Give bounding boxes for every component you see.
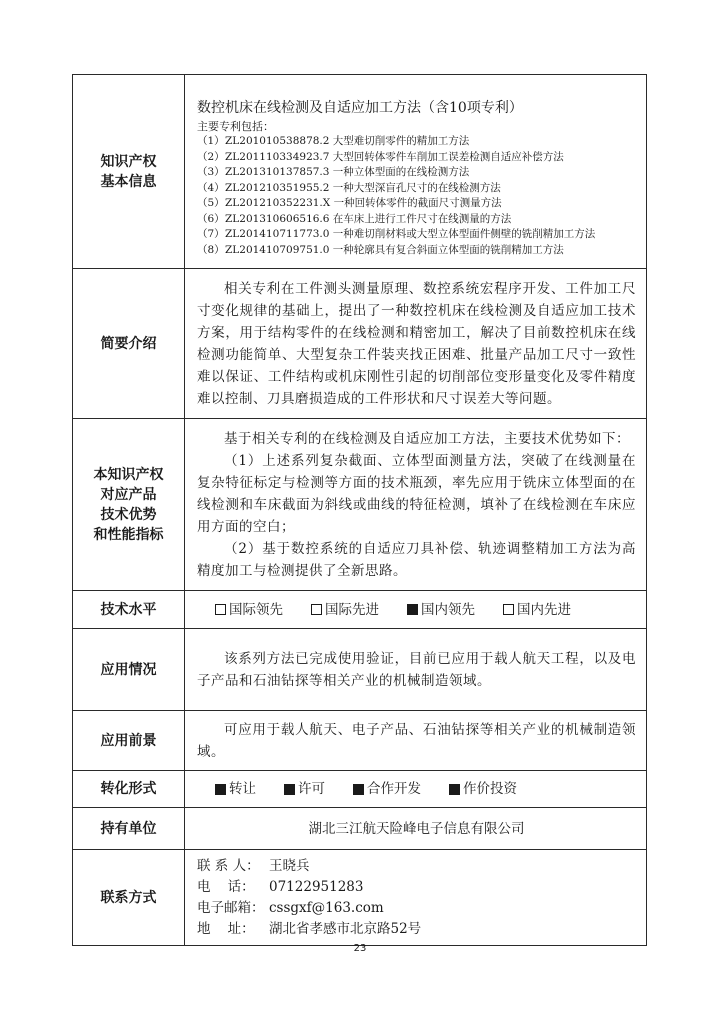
checkbox-option[interactable] [407, 599, 475, 621]
label-holder: 持有单位 [73, 808, 185, 850]
patent-text: ZL201310606516.6 在车床上进行工件尺寸在线测量的方法 [225, 212, 512, 225]
patent-text: ZL201010538878.2 大型难切削零件的精加工方法 [225, 135, 470, 147]
patent-index: （8） [197, 243, 225, 256]
advantage-point-2: （2）基于数控系统的自适应刀具补偿、轨迹调整精加工方法为高精度加工与检测提供了全新思路。 [197, 540, 636, 579]
contact-item [197, 898, 636, 919]
patent-text: ZL201110334923.7 大型回转体零件车削加工误差检测自适应补偿方法 [225, 150, 564, 163]
option-label: 转让 [229, 781, 256, 797]
label-advantage-line3: 技术优势 [100, 506, 157, 523]
contact-value: 07122951283 [269, 878, 364, 895]
row-ip-info [73, 75, 647, 269]
checked-box-icon[interactable] [407, 604, 418, 615]
checkbox-option[interactable] [215, 778, 256, 800]
row-contact [73, 850, 647, 946]
contact-value: 湖北省孝感市北京路52号 [269, 920, 422, 937]
label-advantage [73, 419, 185, 591]
checkbox-option[interactable] [449, 778, 517, 800]
cell-tech-level [185, 591, 647, 629]
ip-subtitle: 主要专利包括： [197, 120, 274, 133]
transfer-options [215, 778, 636, 800]
patent-index: （7） [197, 228, 225, 240]
label-advantage-line1: 本知识产权 [93, 466, 164, 483]
ip-title: 数控机床在线检测及自适应加工方法（含10项专利） [197, 100, 523, 116]
label-prospect: 应用前景 [73, 711, 185, 771]
patent-item [197, 150, 636, 166]
row-prospect [73, 711, 647, 771]
intro-text: 相关专利在工件测头测量原理、数控系统宏程序开发、工件加工尺寸变化规律的基础上，提出了一种数控机床在线检测及自适应加工技术方案，用于结构零件的在线检测和精密加工，解决了目前数控机床在线检测功能简单、大型复杂工件装夹找正困难、批量产品加工尺寸一致性难以保证、工件结构或机床刚性引起的切削部位变形量变化及零件精度难以控制、刀具磨损造成的工件形状和尺寸误差大等问题。 [197, 280, 636, 407]
contact-list [197, 856, 636, 940]
patent-index: （1） [197, 135, 225, 147]
contact-key: 电 话： [197, 878, 255, 895]
patent-item [197, 212, 636, 228]
patent-item [197, 243, 636, 259]
checkbox-option[interactable] [215, 599, 283, 621]
patent-index: （3） [197, 166, 225, 178]
row-tech-level [73, 591, 647, 629]
option-label: 国际领先 [229, 601, 283, 618]
label-ip-info-line1: 知识产权 [100, 153, 157, 170]
contact-item [197, 919, 636, 940]
option-label: 合作开发 [367, 781, 421, 797]
info-form [72, 74, 647, 946]
contact-key: 电子邮箱： [197, 899, 265, 916]
label-ip-info [73, 75, 185, 269]
prospect-text: 可应用于载人航天、电子产品、石油钻探等相关产业的机械制造领域。 [197, 721, 636, 760]
row-application [73, 629, 647, 711]
contact-key: 地 址： [197, 920, 255, 937]
label-advantage-line4: 和性能指标 [93, 526, 164, 543]
label-intro: 简要介绍 [73, 269, 185, 419]
option-label: 国内领先 [421, 601, 475, 618]
checked-box-icon[interactable] [449, 784, 460, 795]
patent-item [197, 196, 636, 212]
checkbox-option[interactable] [503, 599, 571, 621]
contact-item [197, 856, 636, 877]
cell-contact [185, 850, 647, 946]
row-intro [73, 269, 647, 419]
unchecked-box-icon[interactable] [215, 604, 226, 615]
option-label: 作价投资 [463, 781, 517, 797]
checked-box-icon[interactable] [353, 784, 364, 795]
cell-application [185, 629, 647, 711]
patent-item [197, 134, 636, 150]
page-number: 23 [353, 943, 367, 954]
label-advantage-line2: 对应产品 [100, 486, 157, 503]
patent-text: ZL201210352231.X 一种回转体零件的截面尺寸测量方法 [225, 197, 502, 209]
patent-item [197, 181, 636, 197]
label-application: 应用情况 [73, 629, 185, 711]
contact-key: 联 系 人： [197, 857, 260, 874]
label-contact: 联系方式 [73, 850, 185, 946]
checkbox-option[interactable] [311, 599, 379, 621]
patent-list [197, 134, 636, 258]
cell-intro [185, 269, 647, 419]
row-transfer [73, 771, 647, 808]
patent-text: ZL201410711773.0 一种难切削材料或大型立体型面件侧壁的铣削精加工方法 [225, 228, 596, 240]
checkbox-option[interactable] [353, 778, 421, 800]
option-label: 许可 [298, 781, 325, 797]
cell-holder [185, 808, 647, 850]
advantage-point-1: （1）上述系列复杂截面、立体型面测量方法，突破了在线测量在复杂特征标定与检测等方面的技术瓶颈，率先应用于铣床立体型面的在线检测和车床截面为斜线或曲线的特征检测，填补了在线检测在车床应用方面的空白； [197, 452, 636, 535]
cell-advantage [185, 419, 647, 591]
contact-item [197, 877, 636, 898]
patent-text: ZL201410709751.0 一种轮廓具有复合斜面立体型面的铣削精加工方法 [225, 243, 564, 256]
checkbox-option[interactable] [284, 778, 325, 800]
holder-name: 湖北三江航天险峰电子信息有限公司 [308, 820, 525, 837]
row-holder [73, 808, 647, 850]
patent-index: （6） [197, 212, 225, 225]
info-table [72, 74, 647, 946]
patent-index: （2） [197, 150, 225, 163]
cell-ip-info [185, 75, 647, 269]
contact-value: cssgxf@163.com [269, 899, 384, 916]
label-ip-info-line2: 基本信息 [100, 173, 157, 190]
label-tech-level: 技术水平 [73, 591, 185, 629]
advantage-intro: 基于相关专利的在线检测及自适应加工方法，主要技术优势如下： [224, 430, 630, 447]
patent-text: ZL201210351955.2 一种大型深盲孔尺寸的在线检测方法 [225, 181, 501, 194]
cell-prospect [185, 711, 647, 771]
unchecked-box-icon[interactable] [503, 604, 514, 615]
patent-index: （5） [197, 197, 225, 209]
checked-box-icon[interactable] [284, 784, 295, 795]
patent-index: （4） [197, 181, 225, 194]
contact-value: 王晓兵 [269, 857, 310, 874]
tech-level-options [215, 599, 636, 621]
patent-item [197, 227, 636, 243]
application-text: 该系列方法已完成使用验证，目前已应用于载人航天工程，以及电子产品和石油钻探等相关产业的机械制造领域。 [197, 650, 636, 689]
patent-item [197, 165, 636, 181]
patent-text: ZL201310137857.3 一种立体型面的在线检测方法 [225, 166, 470, 178]
checked-box-icon[interactable] [215, 784, 226, 795]
option-label: 国内先进 [517, 601, 571, 618]
row-advantage [73, 419, 647, 591]
option-label: 国际先进 [325, 601, 379, 618]
label-transfer: 转化形式 [73, 771, 185, 808]
cell-transfer [185, 771, 647, 808]
unchecked-box-icon[interactable] [311, 604, 322, 615]
